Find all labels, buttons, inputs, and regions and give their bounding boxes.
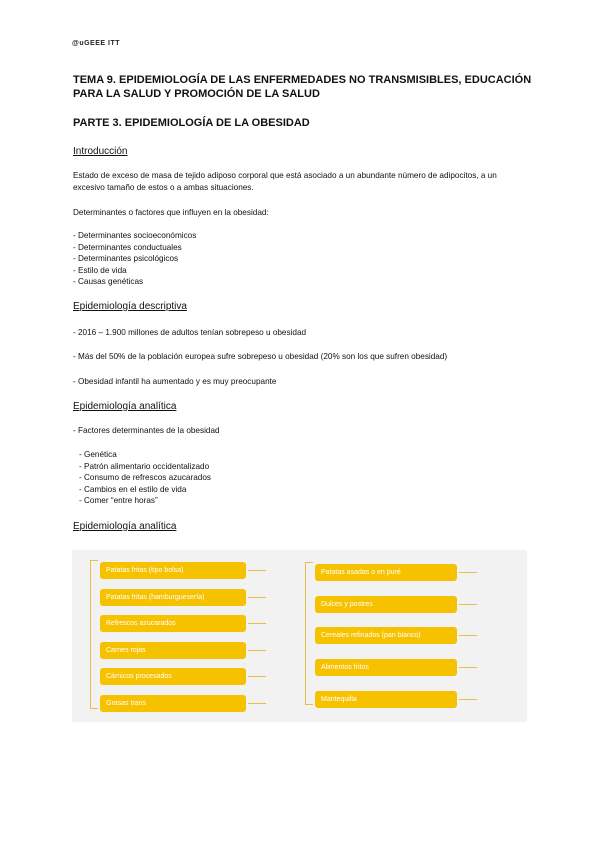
food-pill: Carnes rojas bbox=[100, 642, 246, 659]
connector-line bbox=[248, 703, 266, 704]
determinants-label: Determinantes o factores que influyen en la obesidad: bbox=[73, 208, 269, 217]
food-pill: Mantequilla bbox=[315, 691, 457, 708]
list-item: - Causas genéticas bbox=[73, 277, 144, 286]
connector-line bbox=[248, 597, 266, 598]
food-pill: Alimentos fritos bbox=[315, 659, 457, 676]
food-pill: Cárnicos procesados bbox=[100, 668, 246, 685]
descriptive-item: - Obesidad infantil ha aumentado y es muy preocupante bbox=[73, 377, 277, 386]
list-item: - Genética bbox=[79, 450, 117, 459]
connector-line bbox=[459, 699, 477, 700]
intro-heading: Introducción bbox=[73, 146, 128, 157]
list-item: - Consumo de refrescos azucarados bbox=[79, 473, 211, 482]
food-pill: Patatas fritas (tipo bolsa) bbox=[100, 562, 246, 579]
connector-line bbox=[248, 570, 266, 571]
intro-paragraph: Estado de exceso de masa de tejido adiposo corporal que está asociado a un abundante número de adipocitos, a un excesivo tamaño de estos o a ambas situaciones. bbox=[73, 171, 497, 192]
right-bracket bbox=[305, 562, 306, 704]
connector-line bbox=[459, 667, 477, 668]
analytic-lead: - Factores determinantes de la obesidad bbox=[73, 426, 220, 435]
right-bracket-top bbox=[305, 562, 313, 563]
connector-line bbox=[248, 650, 266, 651]
connector-line bbox=[248, 676, 266, 677]
list-item: - Determinantes conductuales bbox=[73, 242, 182, 252]
connector-line bbox=[459, 572, 477, 573]
food-pill: Patatas fritas (hamburguesería) bbox=[100, 589, 246, 606]
food-pill: Grasas trans bbox=[100, 695, 246, 712]
list-item: - Estilo de vida bbox=[73, 265, 127, 275]
list-item: - Patrón alimentario occidentalizado bbox=[79, 461, 210, 471]
analytic2-heading: Epidemiología analítica bbox=[73, 521, 177, 532]
left-bracket bbox=[90, 560, 91, 708]
descriptive-item: - Más del 50% de la población europea sufre sobrepeso u obesidad (20% son los que sufren obesidad) bbox=[73, 352, 448, 361]
determinants-list bbox=[73, 230, 196, 288]
brand-logo-text: @uGEEE ITT bbox=[72, 40, 120, 47]
food-pill: Patatas asadas o en puré bbox=[315, 564, 457, 581]
left-bracket-top bbox=[90, 560, 98, 561]
part-title: PARTE 3. EPIDEMIOLOGÍA DE LA OBESIDAD bbox=[73, 117, 310, 129]
list-item: - Determinantes psicológicos bbox=[73, 254, 179, 263]
list-item: - Comer “entre horas” bbox=[79, 496, 158, 505]
connector-line bbox=[248, 623, 266, 624]
analytic-heading: Epidemiología analítica bbox=[73, 401, 177, 412]
descriptive-item: - 2016 – 1.900 millones de adultos tenían sobrepeso u obesidad bbox=[73, 328, 307, 337]
food-pill: Refrescos azucarados bbox=[100, 615, 246, 632]
food-pill: Dulces y postres bbox=[315, 596, 457, 613]
document-title: TEMA 9. EPIDEMIOLOGÍA DE LAS ENFERMEDADES NO TRANSMISIBLES, EDUCACIÓN PARA LA SALUD Y PROMOCIÓN DE LA SALUD bbox=[73, 74, 532, 100]
list-item: - Cambios en el estilo de vida bbox=[79, 484, 187, 494]
connector-line bbox=[459, 635, 477, 636]
connector-line bbox=[459, 604, 477, 605]
list-item: - Determinantes socioeconómicos bbox=[73, 231, 197, 240]
right-bracket-bottom bbox=[305, 704, 313, 705]
descriptive-heading: Epidemiología descriptiva bbox=[73, 301, 187, 312]
factors-list bbox=[79, 449, 211, 507]
food-pill: Cereales refinados (pan blanco) bbox=[315, 627, 457, 644]
food-diagram bbox=[72, 550, 527, 722]
left-bracket-bottom bbox=[90, 708, 98, 709]
